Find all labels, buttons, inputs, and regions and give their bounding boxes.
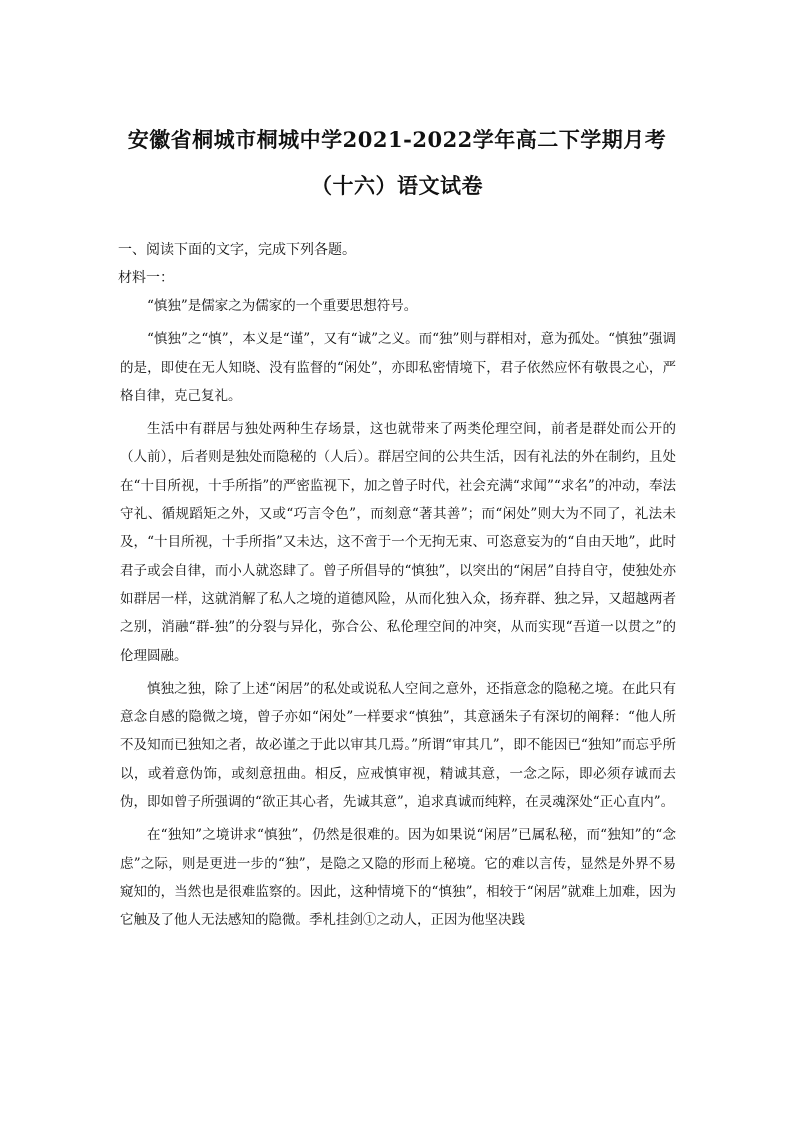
paragraph-1: “慎独”是儒家之为儒家的一个重要思想符号。 bbox=[147, 298, 418, 314]
paragraph-4: 慎独之独，除了上述“闲居”的私处或说私人空间之意外，还指意念的隐秘之境。在此只有意念自感的隐微之境，曾子亦如“闲处”一样要求“慎独”，其意涵朱子有深切的阐释：“他人所不及知而已独知之者，故必谨之于此以审其几焉。”所谓“审其几”，即不能因已“独知”而忘乎所以，或着意伪饰，或刻意扭曲。相反，应戒慎审视，精诚其意，一念之际，即必须存诚而去伪，即如曾子所强调的“欲正其心者，先诚其意”，追求真诚而纯粹，在灵魂深处“正心直内”。 bbox=[120, 680, 676, 811]
paragraph-3: 生活中有群居与独处两种生存场景，这也就带来了两类伦理空间，前者是群处而公开的（人前），后者则是独处而隐秘的（人后）。群居空间的公共生活，因有礼法的外在制约，且处在“十目所视，十手所指”的严密监视下，加之曾子时代，社会充满“求闻”“求名”的冲动，奉法守礼、循规蹈矩之外，又或“巧言令色”，而刻意“著其善”；而“闲处”则大为不同了，礼法未及，“十目所视，十手所指”又未达，这不啻于一个无拘无束、可恣意妄为的“自由天地”，此时君子或会自律，而小人就恣肆了。曾子所倡导的“慎独”，以突出的“闲居”自持自守，使独处亦如群居一样，这就消解了私人之境的道德风险，从而化独入众，扬弃群、独之异，又超越两者之别，消融“群-独”的分裂与异化，弥合公、私伦理空间的冲突，从而实现“吾道一以贯之”的伦理圆融。 bbox=[120, 421, 676, 664]
document-title-line-2: （十六）语文试卷 bbox=[311, 173, 483, 198]
paragraph-5: 在“独知”之境讲求“慎独”，仍然是很难的。因为如果说“闲居”已属私秘，而“独知”的“念虑”之际，则是更进一步的“独”，是隐之又隐的形而上秘境。它的难以言传，显然是外界不易窥知的，当然也是很难监察的。因此，这种情境下的“慎独”，相较于“闲居”就难上加难，因为它触及了他人无法感知的隐微。季札挂剑①之动人，正因为他坚决践 bbox=[120, 827, 676, 929]
article-body bbox=[120, 292, 676, 935]
material-label: 材料一： bbox=[118, 270, 174, 286]
paragraph-2: “慎独”之“慎”，本义是“谨”，又有“诚”之义。而“独”则与群相对，意为孤处。“慎独”强调的是，即使在无人知晓、没有监督的“闲处”，亦即私密情境下，君子依然应怀有敬畏之心，严格自律，克己复礼。 bbox=[120, 331, 676, 404]
section-heading: 一、阅读下面的文字，完成下列各题。 bbox=[118, 242, 356, 258]
document-title-line-1: 安徽省桐城市桐城中学2021-2022学年高二下学期月考 bbox=[127, 127, 667, 152]
